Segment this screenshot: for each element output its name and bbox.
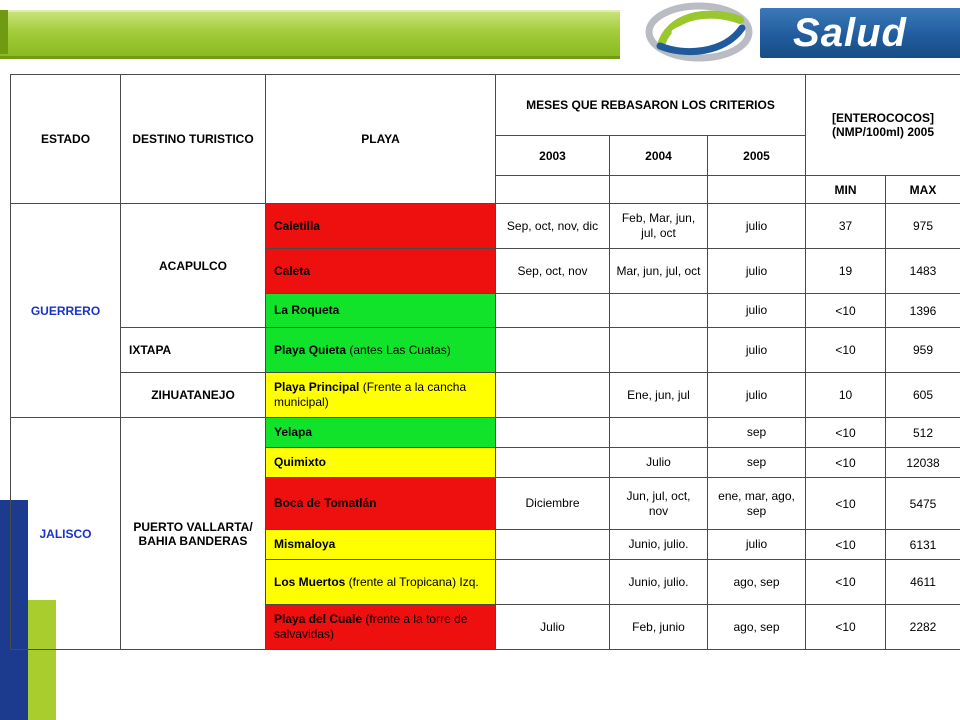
max-value: 2282 [886,605,960,650]
state-cell: JALISCO [11,418,121,650]
months-2004: Junio, julio. [610,560,708,605]
header-enterococos: [ENTEROCOCOS] (NMP/100ml) 2005 [806,75,960,176]
months-2003 [496,294,610,328]
table-row [11,418,960,448]
header-destino: DESTINO TURISTICO [121,75,266,204]
destination-cell: ACAPULCO [121,204,266,328]
min-value: <10 [806,328,886,373]
months-2005: julio [708,530,806,560]
header-playa: PLAYA [266,75,496,204]
min-value: <10 [806,294,886,328]
beach-name: Mismaloya [274,537,336,551]
months-2003: Sep, oct, nov, dic [496,204,610,249]
months-2004: Feb, Mar, jun, jul, oct [610,204,708,249]
header-estado: ESTADO [11,75,121,204]
beach-name: Playa Principal [274,380,360,394]
months-2005: sep [708,418,806,448]
months-2005: julio [708,328,806,373]
destination-cell: ZIHUATANEJO [121,373,266,418]
months-2003: Julio [496,605,610,650]
months-2005: julio [708,249,806,294]
header-2003: 2003 [496,136,610,176]
min-value: <10 [806,448,886,478]
min-value: <10 [806,605,886,650]
logo-text-box [760,8,960,58]
max-value: 1483 [886,249,960,294]
max-value: 512 [886,418,960,448]
months-2005: julio [708,294,806,328]
beach-cell [266,204,496,249]
max-value: 4611 [886,560,960,605]
months-2004: Julio [610,448,708,478]
months-2003 [496,530,610,560]
beach-name: Playa del Cuale [274,612,363,626]
min-value: <10 [806,418,886,448]
months-2003 [496,448,610,478]
min-value: 37 [806,204,886,249]
months-2004: Junio, julio. [610,530,708,560]
beach-name: Playa Quieta [274,342,347,357]
months-2003 [496,560,610,605]
beach-cell [266,373,496,418]
months-2004: Ene, jun, jul [610,373,708,418]
beach-name: Boca de Tomatlán [274,496,377,510]
min-value: <10 [806,530,886,560]
months-2003: Sep, oct, nov [496,249,610,294]
beach-cell [266,418,496,448]
beach-name: Caletilla [274,218,321,233]
header-max: MAX [886,176,960,204]
months-2004: Feb, junio [610,605,708,650]
beach-name: Caleta [274,263,311,278]
months-2005: ene, mar, ago, sep [708,478,806,530]
beach-name: Yelapa [274,425,313,439]
months-2005: julio [708,204,806,249]
beach-note: (frente al Tropicana) Izq. [345,574,479,589]
min-value: <10 [806,478,886,530]
months-2004: Jun, jul, oct, nov [610,478,708,530]
state-cell: GUERRERO [11,204,121,418]
months-2003 [496,373,610,418]
max-value: 1396 [886,294,960,328]
beach-name: Quimixto [274,455,327,469]
beach-cell [266,294,496,328]
table-row [11,204,960,249]
months-2004 [610,328,708,373]
logo-swirl-icon [644,2,754,62]
min-value: 10 [806,373,886,418]
beach-note: (frente a la torre de salvavidas) [274,612,468,641]
max-value: 605 [886,373,960,418]
max-value: 959 [886,328,960,373]
min-value: 19 [806,249,886,294]
months-2005: ago, sep [708,605,806,650]
salud-logo [620,0,960,66]
table-row [11,328,960,373]
header-2004: 2004 [610,136,708,176]
months-2004 [610,294,708,328]
max-value: 6131 [886,530,960,560]
beach-name: La Roqueta [274,303,340,317]
months-2005: julio [708,373,806,418]
header-empty-2005 [708,176,806,204]
logo-text: Salud [793,11,907,55]
min-value: <10 [806,560,886,605]
months-2003 [496,418,610,448]
destination-cell: IXTAPA [121,328,266,373]
beach-quality-table [10,74,960,650]
months-2004 [610,418,708,448]
months-2003 [496,328,610,373]
table-row [11,373,960,418]
max-value: 975 [886,204,960,249]
beach-cell [266,448,496,478]
beach-cell [266,328,496,373]
beach-name: Los Muertos [274,574,346,589]
beach-cell [266,560,496,605]
beach-note: (Frente a la cancha municipal) [274,380,467,409]
beach-cell [266,605,496,650]
header-2005: 2005 [708,136,806,176]
beach-note: (antes Las Cuatas) [346,342,451,357]
destination-cell: PUERTO VALLARTA/ BAHIA BANDERAS [121,418,266,650]
header-empty-2004 [610,176,708,204]
header-stripe-edge [0,10,8,54]
max-value: 5475 [886,478,960,530]
max-value: 12038 [886,448,960,478]
header-meses: MESES QUE REBASARON LOS CRITERIOS [496,75,806,136]
header-empty-2003 [496,176,610,204]
months-2003: Diciembre [496,478,610,530]
header-min: MIN [806,176,886,204]
months-2005: sep [708,448,806,478]
beach-cell [266,249,496,294]
beach-cell [266,530,496,560]
beach-cell [266,478,496,530]
months-2005: ago, sep [708,560,806,605]
months-2004: Mar, jun, jul, oct [610,249,708,294]
